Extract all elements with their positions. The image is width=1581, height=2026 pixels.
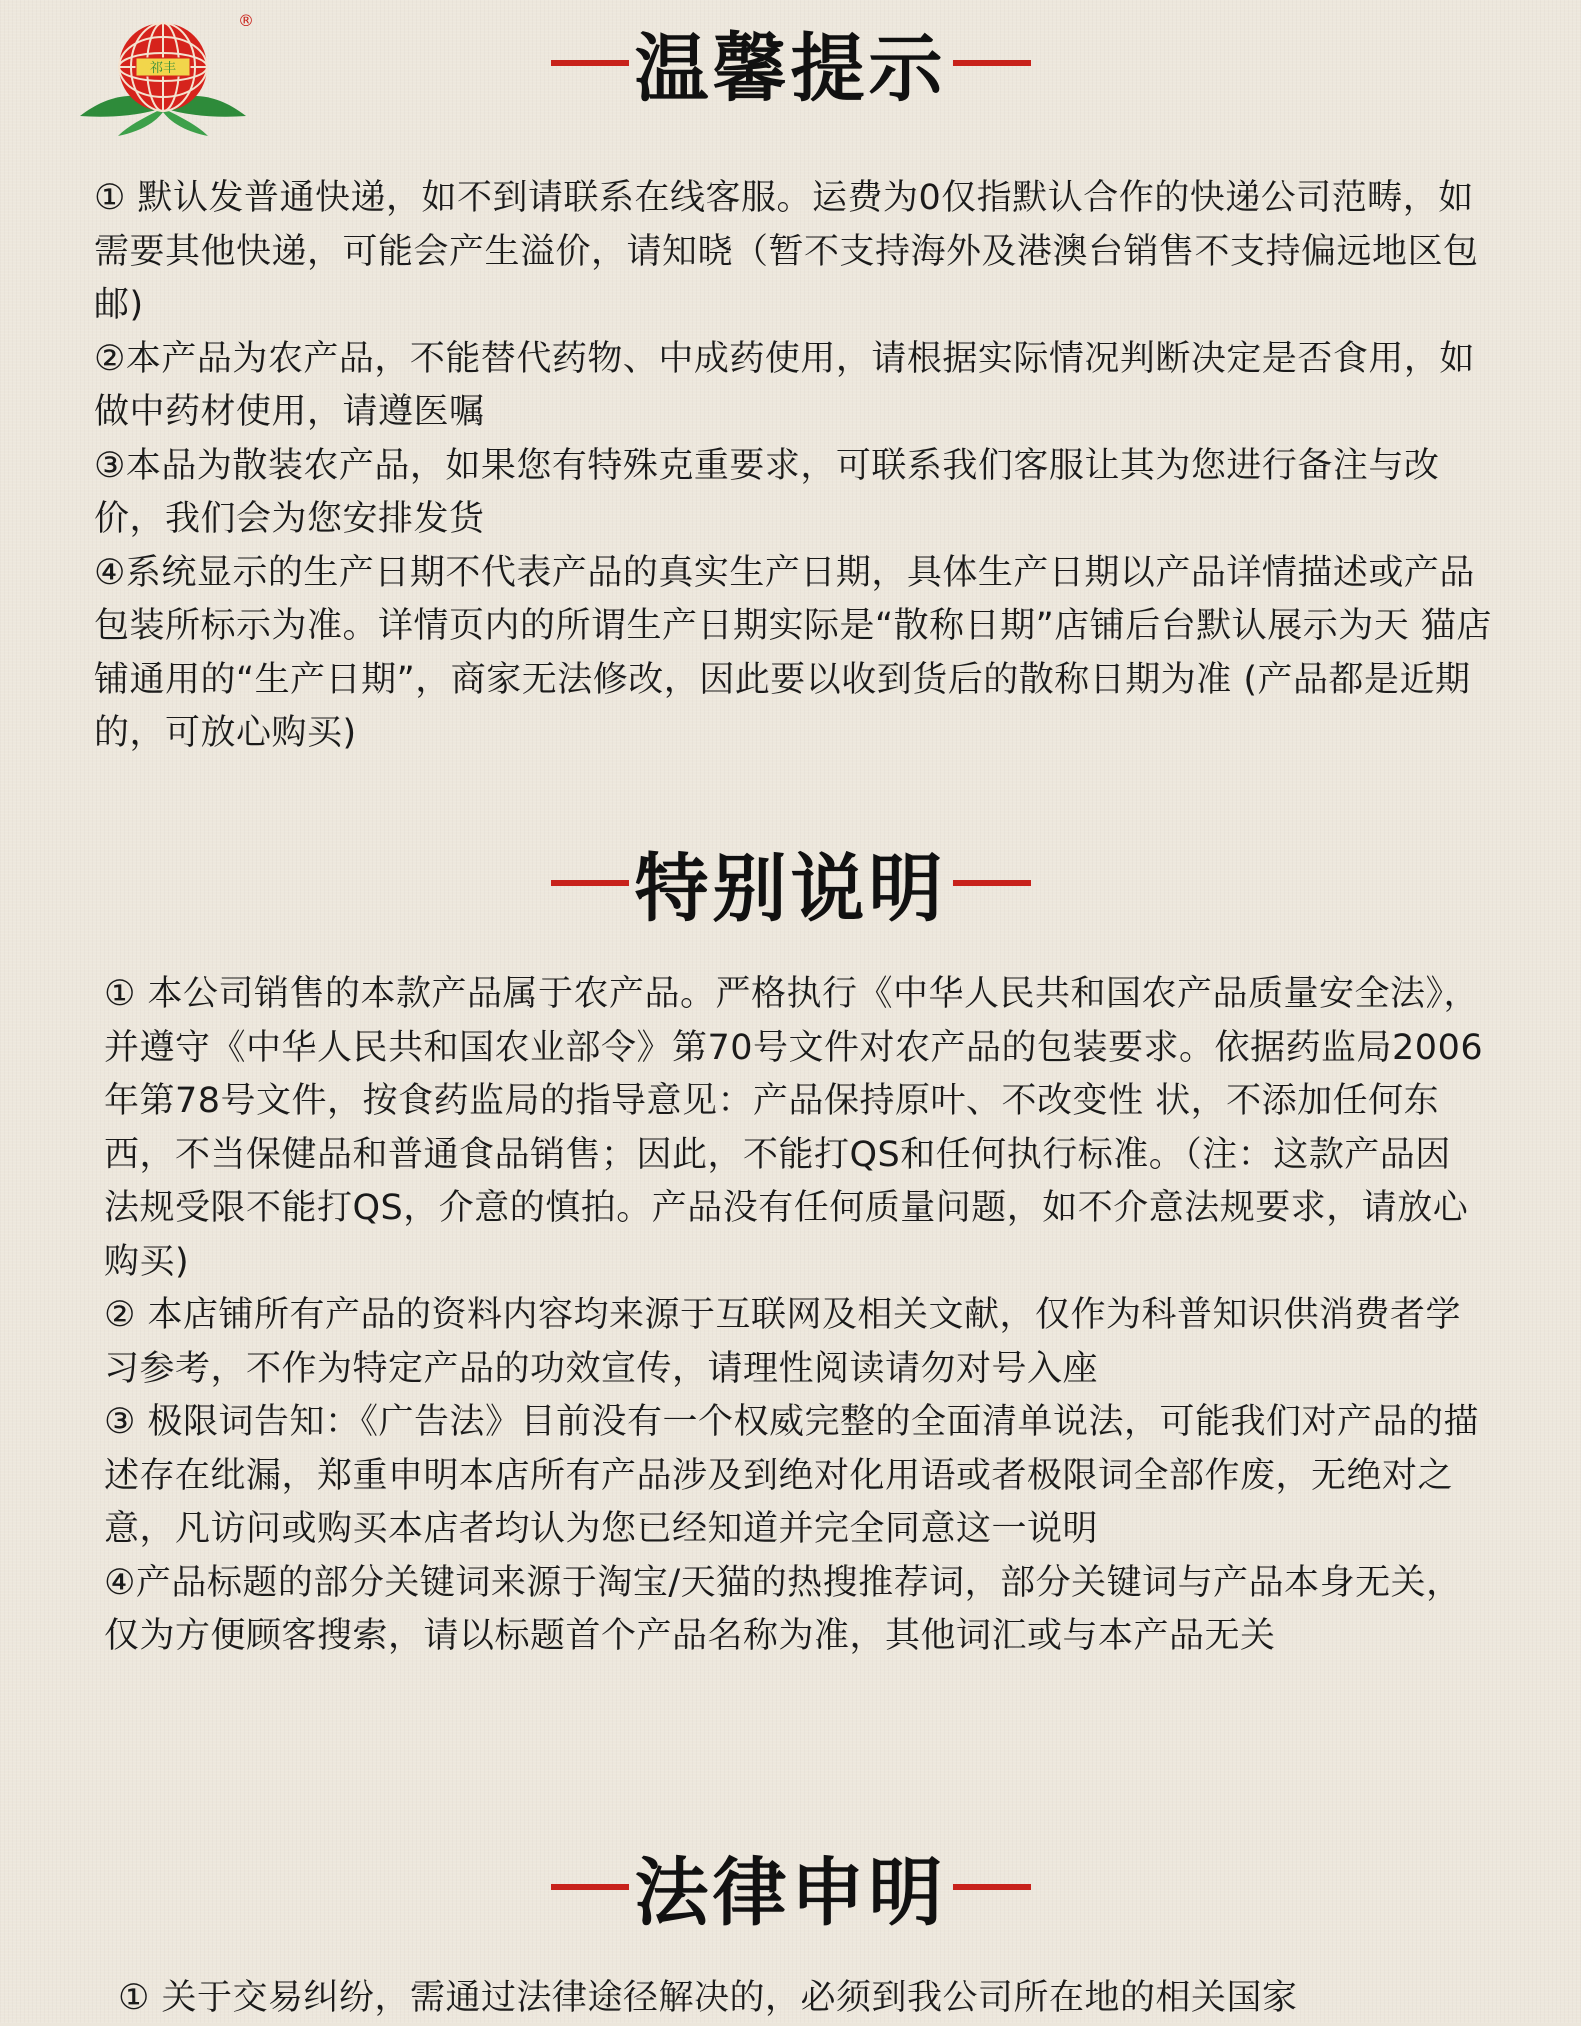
title-dash-left [551,880,629,886]
section-title-warm-tips [0,18,1581,112]
section-body-warm-tips [94,172,1494,761]
title-dash-left [551,60,629,66]
title-dash-right [953,880,1031,886]
paragraph: ① 关于交易纠纷，需通过法律途径解决的，必须到我公司所在地的相关国家 [118,1978,1298,2018]
paragraph: ② 本店铺所有产品的资料内容均来源于互联网及相关文献，仅作为科普知识供消费者学习参考，不作为特定产品的功效宣传，请理性阅读请勿对号入座 [104,1295,1462,1389]
registered-mark: ® [238,11,254,30]
title-dash-right [953,60,1031,66]
section-title-text: 特别说明 [634,846,947,932]
paragraph: ④产品标题的部分关键词来源于淘宝/天猫的热搜推荐词，部分关键词与产品本身无关，仅为方便顾客搜索，请以标题首个产品名称为准，其他词汇或与本产品无关 [104,1562,1462,1656]
section-title-special-notes [0,838,1581,932]
section-title-text: 法律申明 [634,1850,947,1936]
paragraph: ③本品为散装农产品，如果您有特殊克重要求，可联系我们客服让其为您进行备注与改价，我们会为您安排发货 [94,445,1440,539]
section-title-legal-statement [0,1842,1581,1936]
title-dash-left [551,1884,629,1890]
paragraph: ③ 极限词告知：《广告法》目前没有一个权威完整的全面清单说法，可能我们对产品的描述存在纰漏，郑重申明本店所有产品涉及到绝对化用语或者极限词全部作废，无绝对之意，凡访问或购买本店者均认为您已经知道并完全同意这一说明 [104,1402,1480,1549]
section-body-legal-statement [118,1972,1498,2026]
section-title-text: 温馨提示 [634,26,947,112]
title-dash-right [953,1884,1031,1890]
logo-badge-text: 祁丰 [149,61,177,76]
paragraph: ① 本公司销售的本款产品属于农产品。严格执行《中华人民共和国农产品质量安全法》，并遵守《中华人民共和国农业部令》第70号文件对农产品的包装要求。依据药监局2006年第78号文件，按食药监局的指导意见：产品保持原叶、不改变性 状，不添加任何东西，不当保健品和普通食品销售；因此，不能打QS和任何执行标准。（注：这款产品因法规受限不能打QS，介意的慎拍。产品没有任何质量问题，如不介意法规要求，请放心购买) [104,974,1484,1282]
paragraph: ②本产品为农产品，不能替代药物、中成药使用，请根据实际情况判断决定是否食用，如做中药材使用，请遵医嘱 [94,338,1475,432]
paragraph: ① 默认发普通快递，如不到请联系在线客服。运费为0仅指默认合作的快递公司范畴，如需要其他快递，可能会产生溢价，请知晓（暂不支持海外及港澳台销售不支持偏远地区包邮) [94,178,1479,325]
section-body-special-notes [104,968,1484,1664]
paragraph: ④系统显示的生产日期不代表产品的真实生产日期，具体生产日期以产品详情描述或产品包装所标示为准。详情页内的所谓生产日期实际是“散称日期”店铺后台默认展示为天 猫店铺通用的“生产日期”，商家无法修改，因此要以收到货后的散称日期为准 (产品都是近期的，可放心购买) [94,552,1492,753]
